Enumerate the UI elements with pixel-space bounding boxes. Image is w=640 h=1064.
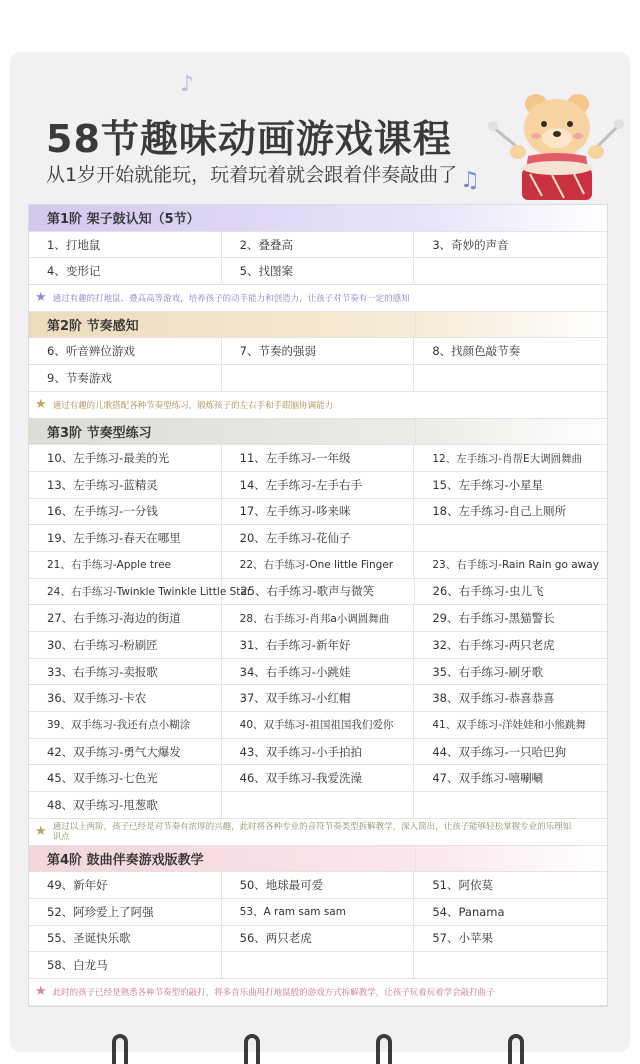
lesson-cell: 22、右手练习-One little Finger <box>222 552 415 578</box>
binder-ring-icon <box>244 1034 260 1064</box>
lesson-cell: 34、右手练习-小跳娃 <box>222 659 415 685</box>
stage-4-heading: 第4阶 鼓曲伴奏游戏版教学 <box>29 846 607 873</box>
lesson-cell: 56、两只老虎 <box>222 926 415 952</box>
lesson-cell <box>414 365 607 391</box>
table-row <box>29 525 607 552</box>
table-row <box>29 232 607 259</box>
lesson-cell: 18、左手练习-自己上厕所 <box>432 504 567 519</box>
stage-2-heading: 第2阶 节奏感知 <box>29 312 607 339</box>
lesson-cell <box>414 792 607 818</box>
lesson-cell: 19、左手练习-春天在哪里 <box>29 525 222 551</box>
lesson-cell: 46、双手练习-我爱洗澡 <box>222 765 415 791</box>
table-row <box>29 712 607 739</box>
star-icon: ★ <box>35 823 47 839</box>
table-row <box>29 632 607 659</box>
table-row <box>29 365 607 392</box>
table-row <box>29 472 607 499</box>
lesson-cell: 5、找图案 <box>222 258 415 284</box>
table-row <box>29 685 607 712</box>
page-title: 58节趣味动画游戏课程 <box>46 117 452 161</box>
lesson-cell: 55、圣诞快乐歌 <box>29 926 222 952</box>
lesson-cell: 10、左手练习-最美的光 <box>29 445 222 471</box>
binder-rings <box>0 1034 640 1058</box>
lesson-cell: 52、阿珍爱上了阿强 <box>29 899 222 925</box>
binder-ring-icon <box>508 1034 524 1064</box>
table-row <box>29 899 607 926</box>
lesson-cell: 37、双手练习-小红帽 <box>222 685 415 711</box>
table-row <box>29 499 607 526</box>
lesson-cell: 24、右手练习-Twinkle Twinkle Little Star <box>29 579 222 605</box>
lesson-cell <box>414 952 607 978</box>
lesson-cell: 12、左手练习-肖帮E大调圆舞曲 <box>432 452 583 465</box>
lesson-cell: 39、双手练习-我还有点小糊涂 <box>29 712 222 738</box>
stage-3-heading: 第3阶 节奏型练习 <box>29 419 607 446</box>
lesson-cell: 6、听音辨位游戏 <box>29 338 222 364</box>
lesson-cell: 30、右手练习-粉刷匠 <box>29 632 222 658</box>
page-subtitle: 从1岁开始就能玩，玩着玩着就会跟着伴奏敲曲了 <box>46 164 458 186</box>
lesson-cell: 15、左手练习-小星星 <box>432 477 544 492</box>
lesson-cell: 32、右手练习-两只老虎 <box>432 637 555 652</box>
table-row <box>29 739 607 766</box>
lesson-cell: 45、双手练习-七色光 <box>29 765 222 791</box>
lesson-cell: 44、双手练习-一只哈巴狗 <box>432 744 567 759</box>
lesson-cell: 16、左手练习-一分钱 <box>29 499 222 525</box>
stage-1-note: ★ 通过有趣的打地鼠、叠高高等游戏，培养孩子的动手能力和创造力，让孩子对节奏有一定的感知 <box>29 285 607 312</box>
lesson-cell: 2、叠叠高 <box>222 232 415 258</box>
lesson-cell: 3、奇妙的声音 <box>432 237 509 252</box>
lesson-cell: 20、左手练习-花仙子 <box>222 525 415 551</box>
lesson-cell: 57、小苹果 <box>432 931 493 946</box>
table-row <box>29 445 607 472</box>
lesson-cell <box>222 792 415 818</box>
lesson-cell: 13、左手练习-蓝精灵 <box>29 472 222 498</box>
lesson-cell: 38、双手练习-恭喜恭喜 <box>432 691 555 706</box>
lesson-cell: 29、右手练习-黑猫警长 <box>432 611 555 626</box>
lesson-cell: 31、右手练习-新年好 <box>222 632 415 658</box>
lesson-cell: 48、双手练习-甩葱歌 <box>29 792 222 818</box>
lesson-cell: 11、左手练习-一年级 <box>222 445 415 471</box>
lesson-cell: 23、右手练习-Rain Rain go away <box>432 559 599 572</box>
lesson-cell: 35、右手练习-刷牙歌 <box>432 664 544 679</box>
table-row <box>29 605 607 632</box>
table-row <box>29 792 607 819</box>
lesson-cell: 41、双手练习-洋娃娃和小熊跳舞 <box>432 719 586 732</box>
star-icon: ★ <box>35 984 47 1000</box>
star-icon: ★ <box>35 290 47 306</box>
lesson-cell: 17、左手练习-哆来咪 <box>222 499 415 525</box>
lesson-cell: 9、节奏游戏 <box>29 365 222 391</box>
binder-ring-icon <box>376 1034 392 1064</box>
music-note-icon: ♫ <box>460 168 480 193</box>
lesson-cell: 14、左手练习-左手右手 <box>222 472 415 498</box>
table-row <box>29 659 607 686</box>
table-row <box>29 579 607 606</box>
course-table <box>28 204 608 1007</box>
lesson-cell <box>222 952 415 978</box>
lesson-cell: 40、双手练习-祖国祖国我们爱你 <box>222 712 415 738</box>
lesson-cell: 54、Panama <box>432 904 505 919</box>
binder-ring-icon <box>112 1034 128 1064</box>
lesson-cell: 26、右手练习-虫儿飞 <box>432 584 544 599</box>
stage-4-note: ★ 此时的孩子已经是熟悉各种节奏型的敲打，将多首乐曲用打地鼠般的游戏方式拆解教学，让孩子玩着玩着学会敲打曲子 <box>29 979 607 1006</box>
table-row <box>29 952 607 979</box>
lesson-cell: 53、A ram sam sam <box>222 899 415 925</box>
lesson-cell: 8、找颜色敲节奏 <box>432 344 521 359</box>
music-note-icon: ♪ <box>180 72 195 97</box>
table-row <box>29 258 607 285</box>
table-row <box>29 552 607 579</box>
stage-3-note: ★ 通过以上两阶，孩子已经是对节奏有浓厚的兴趣，此时将各种专业的音符节奏类型拆解教学，深入简出，让孩子能够轻松掌握专业的乐理知识点 <box>29 819 607 846</box>
table-row <box>29 765 607 792</box>
stage-1-heading: 第1阶 架子鼓认知（5节） <box>29 205 607 232</box>
table-row <box>29 872 607 899</box>
bear-drummer-icon <box>486 86 626 206</box>
lesson-cell: 4、变形记 <box>29 258 222 284</box>
lesson-cell: 36、双手练习-卡农 <box>29 685 222 711</box>
lesson-cell <box>414 258 607 284</box>
lesson-cell: 25、右手练习-歌声与微笑 <box>222 579 414 605</box>
stage-2-note: ★ 通过有趣的儿歌搭配各种节奏型练习，锻炼孩子的左右手和手眼脑协调能力 <box>29 392 607 419</box>
lesson-cell <box>414 525 607 551</box>
lesson-cell: 27、右手练习-海边的街道 <box>29 605 222 631</box>
lesson-cell: 28、右手练习-肖邦a小调圆舞曲 <box>222 605 415 631</box>
table-row <box>29 926 607 953</box>
lesson-cell: 1、打地鼠 <box>29 232 222 258</box>
lesson-cell: 47、双手练习-嘻唰唰 <box>432 771 544 786</box>
lesson-cell <box>222 365 415 391</box>
star-icon: ★ <box>35 397 47 413</box>
lesson-cell: 51、阿依莫 <box>432 878 493 893</box>
lesson-cell: 49、新年好 <box>29 872 222 898</box>
lesson-cell: 58、白龙马 <box>29 952 222 978</box>
lesson-cell: 43、双手练习-小手拍拍 <box>222 739 415 765</box>
table-row <box>29 338 607 365</box>
lesson-cell: 42、双手练习-勇气大爆发 <box>29 739 222 765</box>
lesson-cell: 50、地球最可爱 <box>222 872 415 898</box>
lesson-cell: 33、右手练习-卖报歌 <box>29 659 222 685</box>
lesson-cell: 21、右手练习-Apple tree <box>29 552 222 578</box>
lesson-cell: 7、节奏的强弱 <box>222 338 415 364</box>
